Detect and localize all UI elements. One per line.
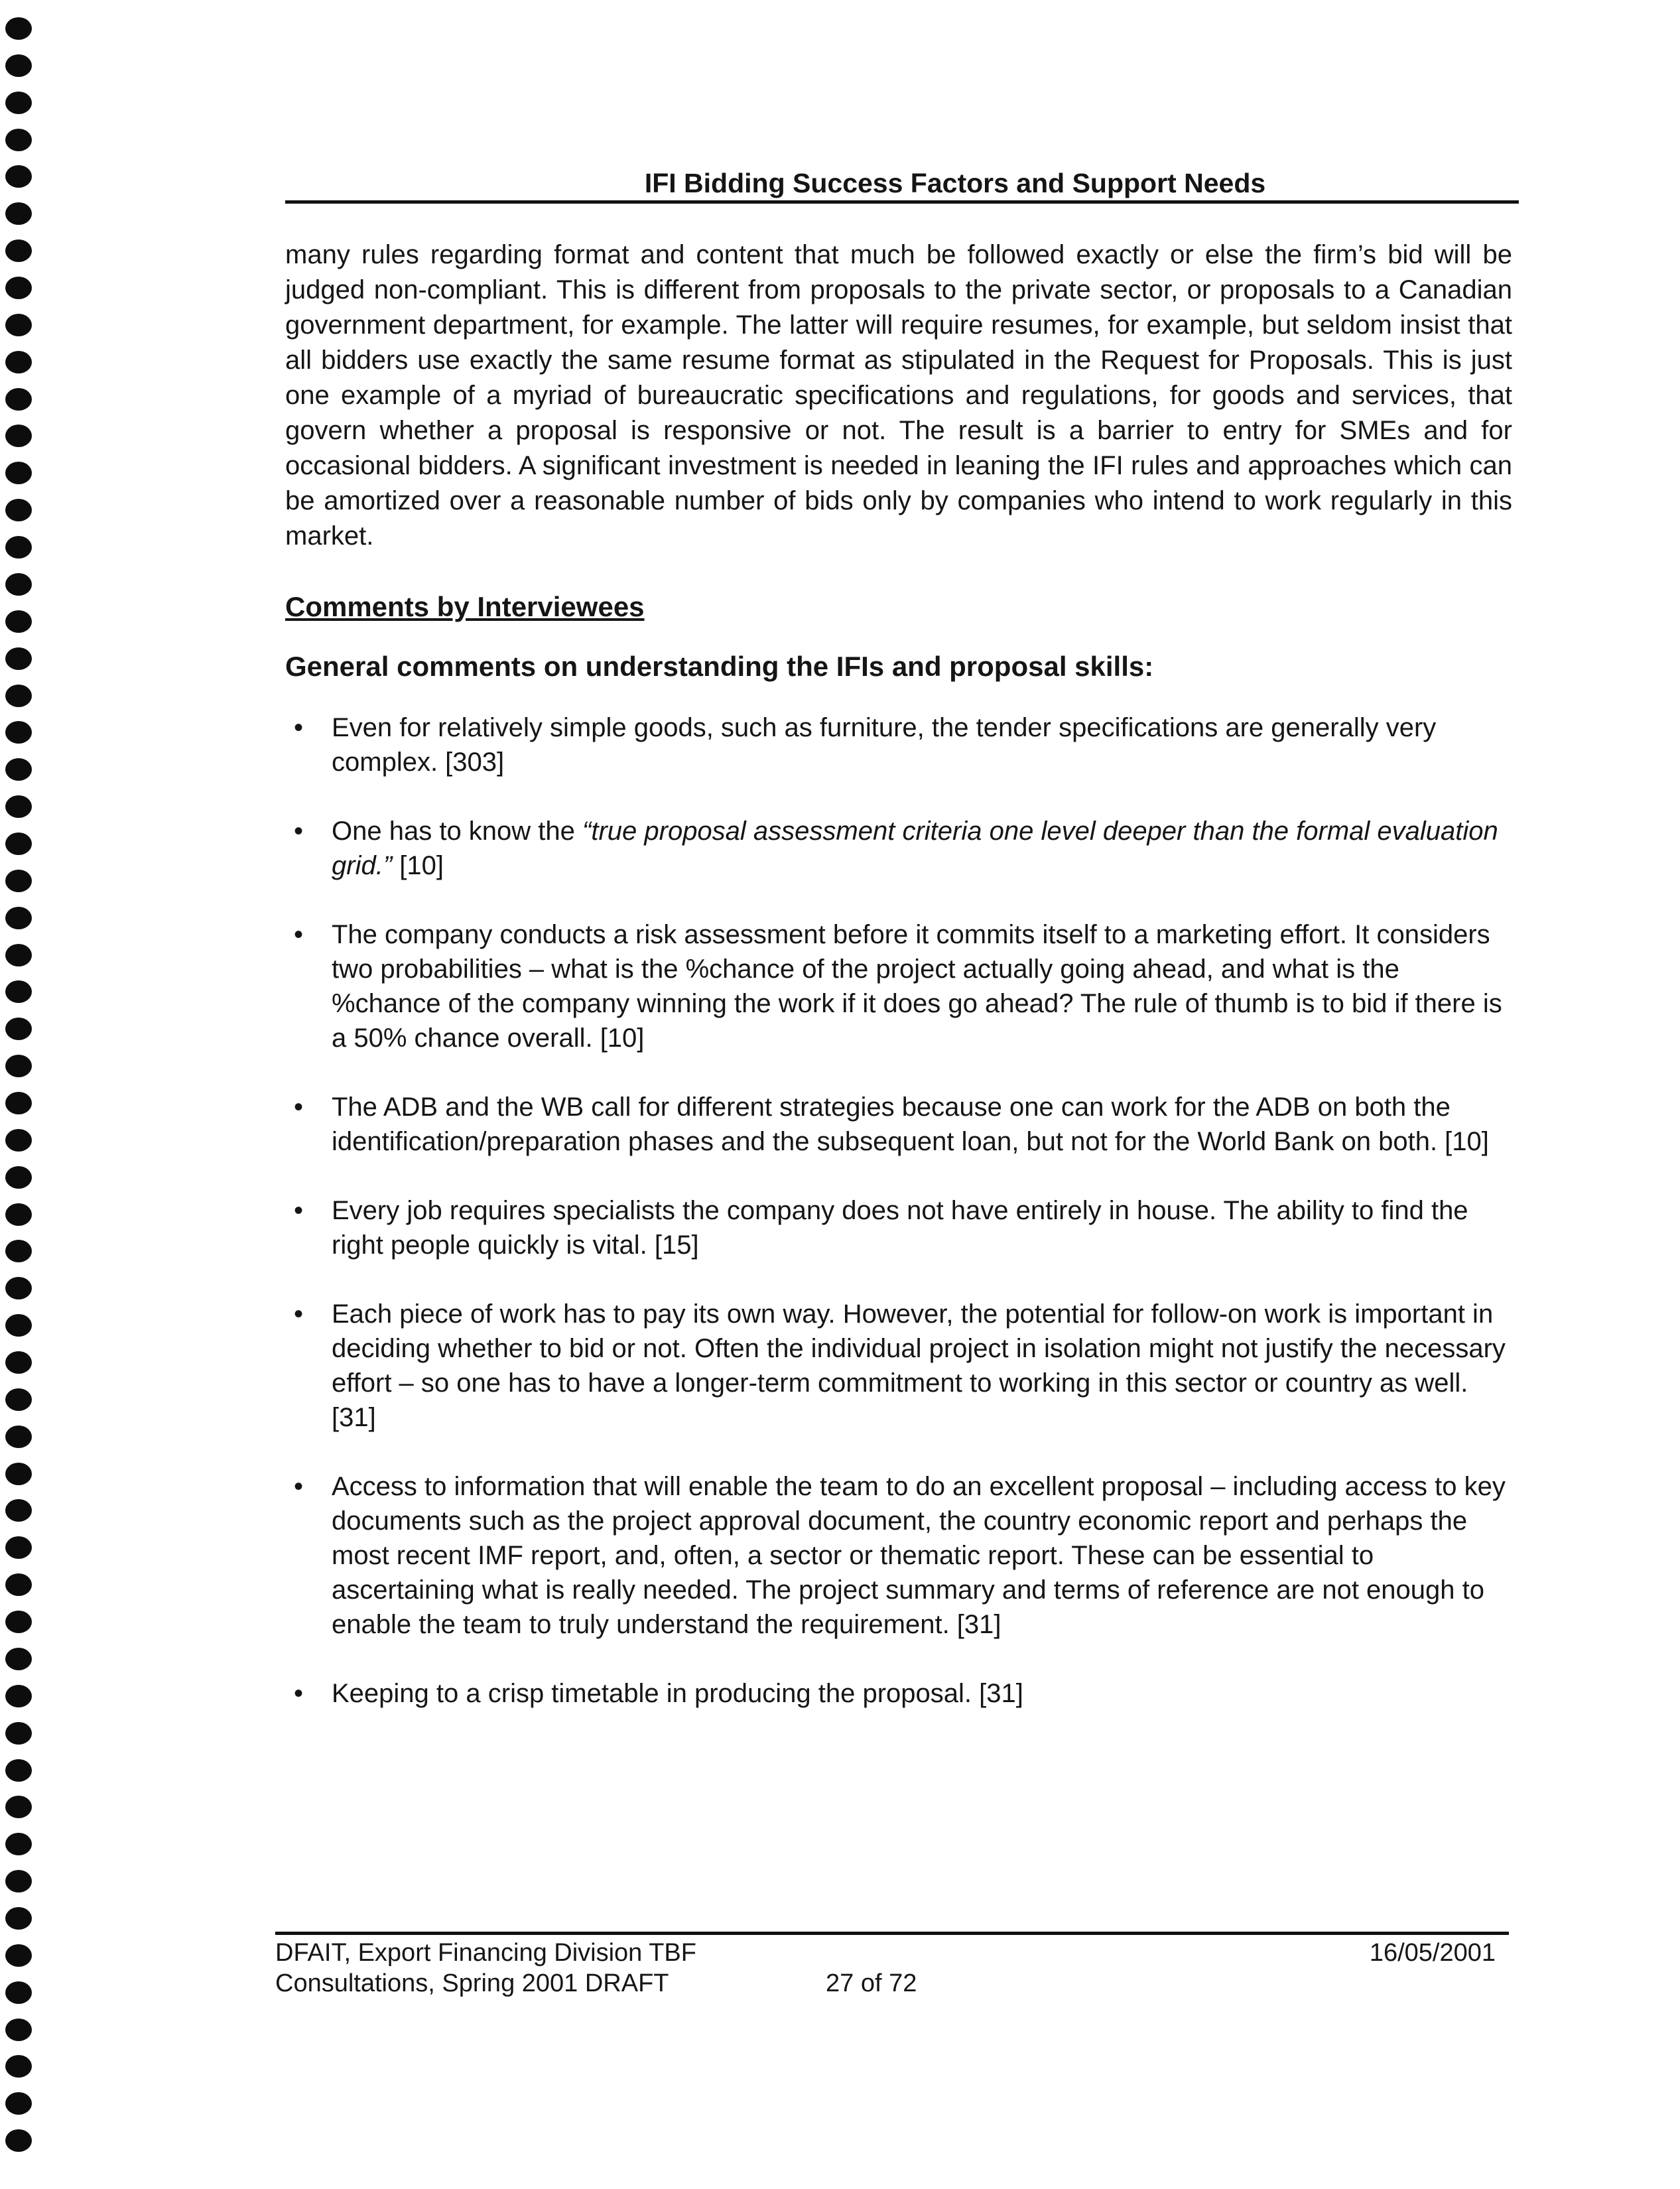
- binder-hole: [5, 1277, 32, 1299]
- binder-hole: [5, 1611, 32, 1633]
- binder-hole: [5, 1314, 32, 1337]
- binder-hole: [5, 685, 32, 707]
- list-item: [285, 1193, 1512, 1262]
- binder-hole: [5, 1240, 32, 1262]
- list-item-text: Keeping to a crisp timetable in producing the proposal. [31]: [332, 1679, 1023, 1708]
- page-header: [285, 166, 1519, 204]
- footer-draft-label: Consultations, Spring 2001 DRAFT: [275, 1969, 669, 1997]
- bullet-icon: •: [293, 1093, 303, 1122]
- list-item-suffix: [10]: [392, 851, 444, 880]
- binder-hole: [5, 1499, 32, 1522]
- binder-hole: [5, 2092, 32, 2115]
- binder-hole: [5, 1388, 32, 1411]
- binder-hole: [5, 2019, 32, 2041]
- list-item-quote: “true proposal assessment criteria one level deeper than the formal evaluation grid.”: [332, 817, 1498, 880]
- binder-hole: [5, 1092, 32, 1114]
- binder-hole: [5, 17, 32, 40]
- binder-hole: [5, 425, 32, 447]
- binder-hole: [5, 202, 32, 225]
- binder-hole: [5, 1203, 32, 1226]
- binder-hole: [5, 758, 32, 781]
- list-item-text: Each piece of work has to pay its own way. However, the potential for follow-on work is important in deciding whether to bid or not. Often the individual project in isolation might not justify the necessary effort – so one has to have a longer-term commitment to working in this sector or country as well. [31]: [332, 1299, 1506, 1432]
- binder-hole: [5, 1944, 32, 1967]
- binder-hole: [5, 1722, 32, 1745]
- binder-hole: [5, 1351, 32, 1374]
- list-item: [285, 814, 1512, 883]
- list-item: [285, 1676, 1512, 1711]
- binder-hole: [5, 1907, 32, 1930]
- binder-hole: [5, 832, 32, 855]
- binder-hole: [5, 165, 32, 188]
- binder-hole: [5, 499, 32, 521]
- subheading: General comments on understanding the IFIs and proposal skills:: [285, 651, 1154, 682]
- list-item-text: Every job requires specialists the company does not have entirely in house. The ability to find the right people quickly is vital. [15]: [332, 1196, 1468, 1260]
- binder-hole: [5, 388, 32, 411]
- footer-date: 16/05/2001: [1369, 1939, 1496, 1967]
- binder-hole: [5, 1426, 32, 1448]
- binder-hole: [5, 795, 32, 818]
- list-item-text: The company conducts a risk assessment before it commits itself to a marketing effort. It considers two probabilities – what is the %chance of the project actually going ahead, and what is the %chance of the company winning the work if it does go ahead? The rule of thumb is to bid if there is a 50% chance overall. [10]: [332, 920, 1502, 1053]
- section-heading: Comments by Interviewees: [285, 591, 645, 622]
- binder-hole: [5, 907, 32, 929]
- binder-hole: [5, 1981, 32, 2004]
- binder-hole: [5, 1685, 32, 1707]
- binder-hole: [5, 129, 32, 151]
- document-body: [285, 237, 1512, 1745]
- bullet-icon: •: [293, 920, 303, 949]
- binder-hole: [5, 1018, 32, 1040]
- binder-hole: [5, 647, 32, 670]
- binder-hole: [5, 314, 32, 336]
- page-number: 27 of 72: [826, 1969, 917, 1997]
- list-item-text: Even for relatively simple goods, such as furniture, the tender specifications are generally very complex. [303]: [332, 713, 1437, 777]
- binder-hole: [5, 277, 32, 299]
- binder-holes: [0, 17, 46, 2180]
- binder-hole: [5, 54, 32, 77]
- binder-hole: [5, 944, 32, 966]
- binder-hole: [5, 1055, 32, 1077]
- bullet-icon: •: [293, 1472, 303, 1501]
- binder-hole: [5, 870, 32, 892]
- footer-org: DFAIT, Export Financing Division TBF: [275, 1939, 696, 1967]
- binder-hole: [5, 1796, 32, 1818]
- binder-hole: [5, 462, 32, 484]
- binder-hole: [5, 1648, 32, 1670]
- bullet-icon: •: [293, 1196, 303, 1225]
- list-item: [285, 1297, 1512, 1435]
- binder-hole: [5, 1129, 32, 1152]
- list-item-text: Access to information that will enable the team to do an excellent proposal – including access to key documents such as the project approval document, the country economic report and perhaps the most recent IMF report, and, often, a sector or thematic report. These can be essential to ascertaining what is really needed. The project summary and terms of reference are not enough to enable the team to truly understand the requirement. [31]: [332, 1472, 1506, 1639]
- binder-hole: [5, 1573, 32, 1596]
- list-item: [285, 1090, 1512, 1159]
- list-item: [285, 917, 1512, 1055]
- binder-hole: [5, 92, 32, 114]
- page-footer: [275, 1932, 1509, 1996]
- binder-hole: [5, 1463, 32, 1485]
- bullet-icon: •: [293, 713, 303, 742]
- binder-hole: [5, 1833, 32, 1855]
- binder-hole: [5, 573, 32, 596]
- binder-hole: [5, 2129, 32, 2152]
- list-item-text: [332, 814, 1512, 883]
- binder-hole: [5, 1870, 32, 1892]
- comment-list: [285, 710, 1512, 1711]
- bullet-icon: •: [293, 1679, 303, 1708]
- list-item-prefix: One has to know the: [332, 817, 583, 846]
- binder-hole: [5, 239, 32, 262]
- list-item-text: The ADB and the WB call for different strategies because one can work for the ADB on both the identification/preparation phases and the subsequent loan, but not for the World Bank on both. [10]: [332, 1093, 1489, 1156]
- binder-hole: [5, 2055, 32, 2078]
- binder-hole: [5, 1536, 32, 1559]
- bullet-icon: •: [293, 817, 303, 846]
- binder-hole: [5, 721, 32, 744]
- list-item: [285, 710, 1512, 779]
- intro-paragraph: many rules regarding format and content that much be followed exactly or else the firm’s bid will be judged non-compliant. This is different from proposals to the private sector, or proposals to a Canadian government department, for example. The latter will require resumes, for example, but seldom insist that all bidders use exactly the same resume format as stipulated in the Request for Proposals. This is just one example of a myriad of bureaucratic specifications and regulations, for goods and services, that govern whether a proposal is responsive or not. The result is a barrier to entry for SMEs and for occasional bidders. A significant investment is needed in leaning the IFI rules and approaches which can be amortized over a reasonable number of bids only by companies who intend to work regularly in this market.: [285, 240, 1512, 551]
- header-title: IFI Bidding Success Factors and Support Needs: [644, 168, 1266, 198]
- list-item: [285, 1469, 1512, 1642]
- binder-hole: [5, 536, 32, 559]
- binder-hole: [5, 610, 32, 633]
- binder-hole: [5, 980, 32, 1003]
- bullet-icon: •: [293, 1299, 303, 1329]
- binder-hole: [5, 1166, 32, 1189]
- binder-hole: [5, 1759, 32, 1782]
- binder-hole: [5, 351, 32, 373]
